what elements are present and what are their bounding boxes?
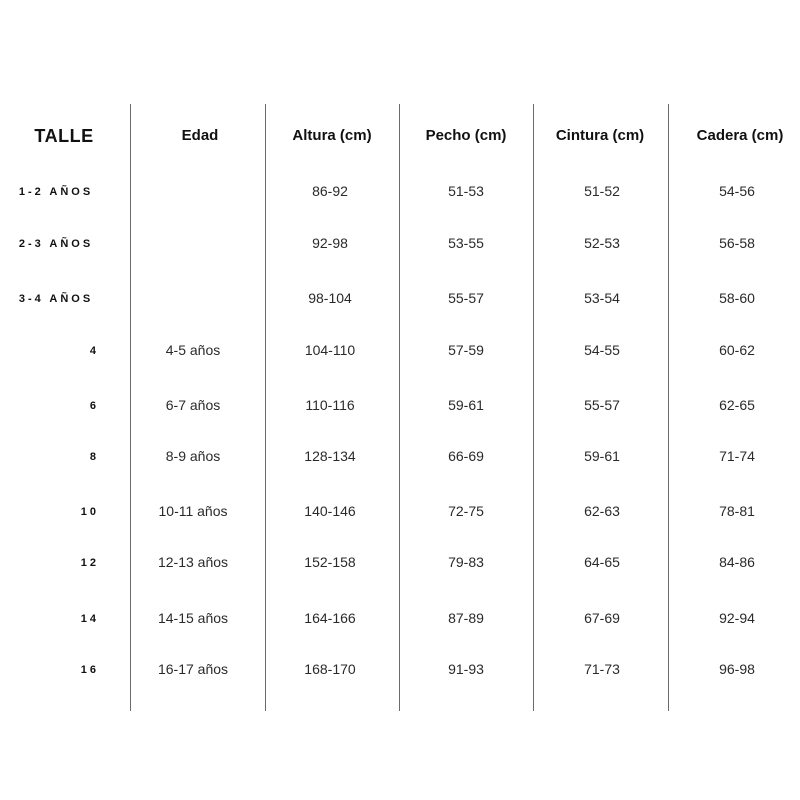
- cell-altura: 98-104: [308, 290, 352, 306]
- cell-edad: 12-13 años: [157, 554, 229, 570]
- cell-talle: 10: [80, 506, 99, 518]
- cell-cadera: 54-56: [719, 183, 755, 199]
- cell-cadera: 60-62: [719, 342, 755, 358]
- cell-cintura: 53-54: [584, 290, 620, 306]
- header-edad: Edad: [181, 127, 219, 144]
- cell-pecho: 87-89: [448, 610, 484, 626]
- cell-cintura: 71-73: [584, 661, 620, 677]
- cell-altura: 128-134: [304, 448, 356, 464]
- column-divider: [533, 104, 534, 711]
- cell-talle: 3-4 AÑOS: [18, 293, 94, 305]
- cell-talle: 8: [89, 451, 99, 463]
- cell-talle: 12: [80, 557, 99, 569]
- column-divider: [668, 104, 669, 711]
- header-cadera: Cadera (cm): [696, 127, 784, 144]
- cell-altura: 86-92: [312, 183, 348, 199]
- cell-talle: 16: [80, 664, 99, 676]
- column-divider: [130, 104, 131, 711]
- cell-pecho: 55-57: [448, 290, 484, 306]
- cell-cadera: 96-98: [719, 661, 755, 677]
- cell-edad: 4-5 años: [165, 342, 221, 358]
- cell-cintura: 51-52: [584, 183, 620, 199]
- cell-talle: 6: [89, 400, 99, 412]
- cell-edad: 16-17 años: [157, 661, 229, 677]
- cell-altura: 168-170: [304, 661, 356, 677]
- column-divider: [265, 104, 266, 711]
- cell-talle: 4: [89, 345, 99, 357]
- cell-edad: 6-7 años: [165, 397, 221, 413]
- cell-altura: 152-158: [304, 554, 356, 570]
- cell-altura: 164-166: [304, 610, 356, 626]
- cell-cintura: 52-53: [584, 235, 620, 251]
- cell-pecho: 57-59: [448, 342, 484, 358]
- cell-edad: 8-9 años: [165, 448, 221, 464]
- cell-cadera: 92-94: [719, 610, 755, 626]
- cell-talle: 1-2 AÑOS: [18, 186, 94, 198]
- column-divider: [399, 104, 400, 711]
- cell-cadera: 56-58: [719, 235, 755, 251]
- cell-cadera: 62-65: [719, 397, 755, 413]
- cell-cintura: 62-63: [584, 503, 620, 519]
- cell-cadera: 71-74: [719, 448, 755, 464]
- cell-altura: 92-98: [312, 235, 348, 251]
- header-pecho: Pecho (cm): [425, 127, 507, 144]
- cell-talle: 14: [80, 613, 99, 625]
- cell-pecho: 53-55: [448, 235, 484, 251]
- cell-edad: 14-15 años: [157, 610, 229, 626]
- cell-pecho: 91-93: [448, 661, 484, 677]
- cell-altura: 110-116: [305, 397, 355, 413]
- header-altura: Altura (cm): [292, 127, 372, 144]
- cell-pecho: 79-83: [448, 554, 484, 570]
- header-cintura: Cintura (cm): [555, 127, 645, 144]
- cell-cadera: 78-81: [719, 503, 755, 519]
- cell-altura: 140-146: [304, 503, 356, 519]
- cell-edad: 10-11 años: [158, 503, 228, 519]
- cell-cintura: 59-61: [584, 448, 620, 464]
- cell-cadera: 84-86: [719, 554, 755, 570]
- cell-pecho: 51-53: [448, 183, 484, 199]
- cell-cintura: 64-65: [584, 554, 620, 570]
- cell-pecho: 72-75: [448, 503, 484, 519]
- header-talle: TALLE: [34, 126, 94, 146]
- cell-cadera: 58-60: [719, 290, 755, 306]
- cell-cintura: 54-55: [584, 342, 620, 358]
- cell-pecho: 59-61: [448, 397, 484, 413]
- cell-altura: 104-110: [304, 342, 356, 358]
- cell-pecho: 66-69: [448, 448, 484, 464]
- cell-cintura: 67-69: [584, 610, 620, 626]
- cell-talle: 2-3 AÑOS: [18, 238, 94, 250]
- cell-cintura: 55-57: [584, 397, 620, 413]
